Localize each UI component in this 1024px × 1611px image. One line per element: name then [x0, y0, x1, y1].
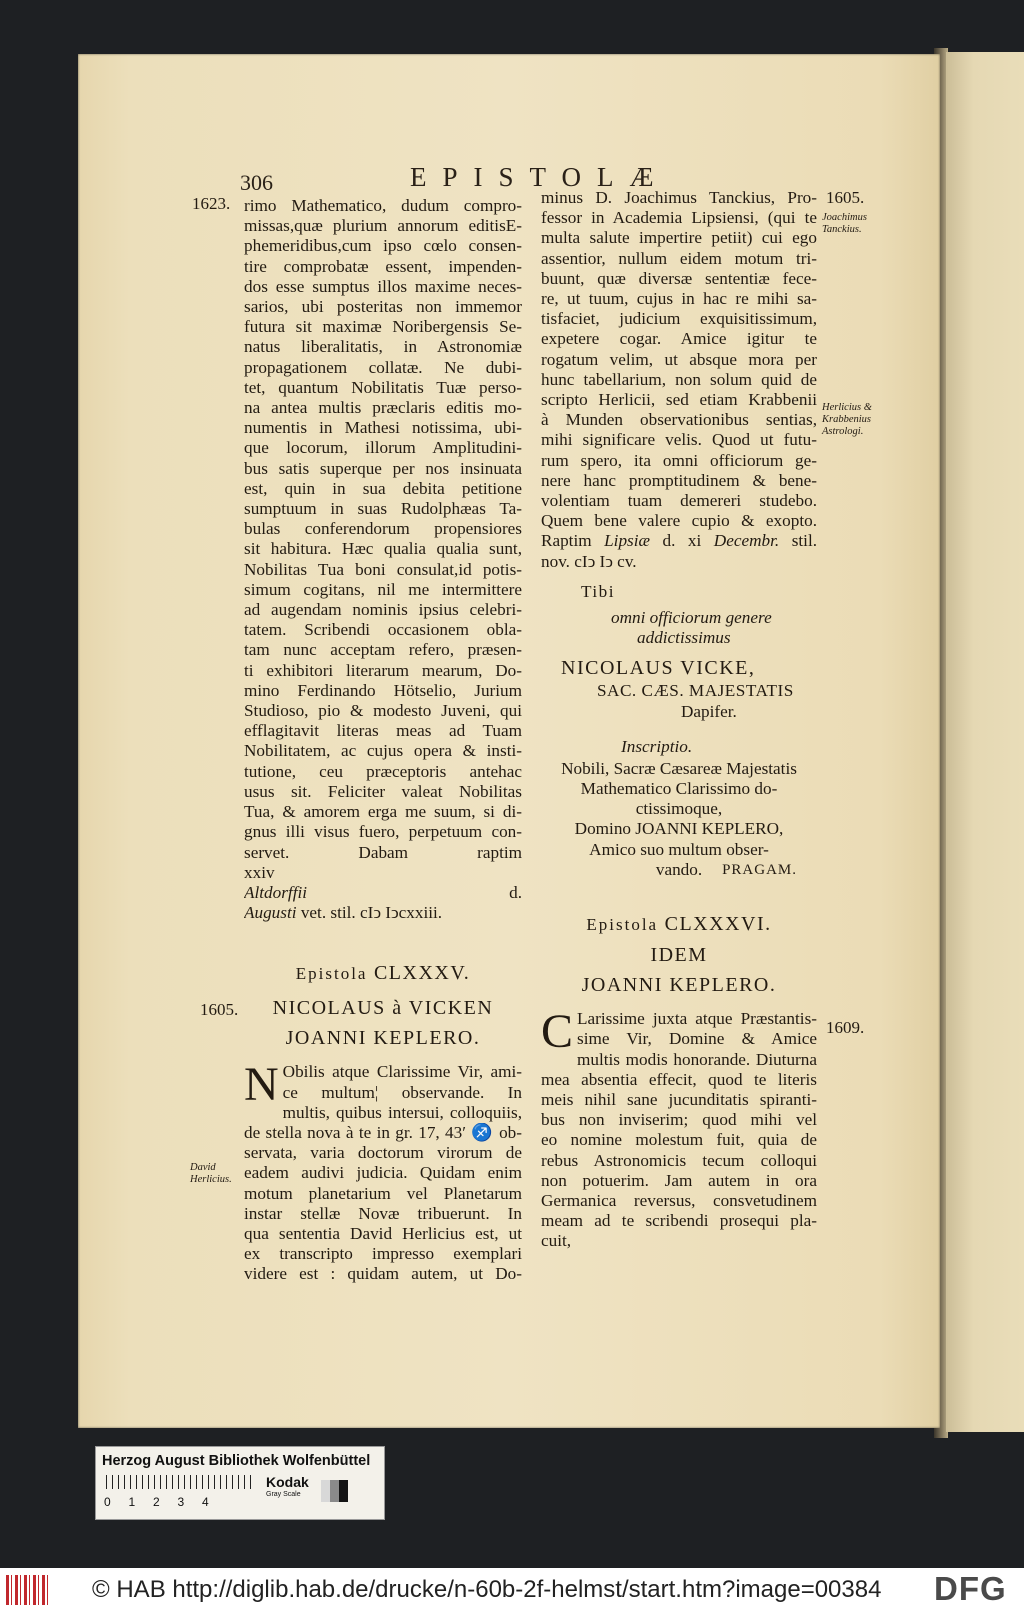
margin-year-left-top: 1623.: [192, 194, 231, 213]
text-line: tisfaciet, judicium exquisitissimum,: [541, 309, 817, 329]
dabam-place: Altdorffii: [244, 882, 308, 902]
pragam: PRAGAM.: [722, 862, 797, 879]
text-line: servet. Dabam raptim: [244, 842, 522, 862]
epistola-number: CLXXXV.: [373, 962, 471, 985]
text-line: dos esse sumptus illos maxime neces-: [244, 276, 522, 296]
text-line: buunt, quæ diversæ sententiæ fece-: [541, 268, 817, 288]
raptim-month: Decembr.: [713, 531, 780, 551]
text-line: que locorum, illorum Amplitudini-: [244, 438, 522, 458]
text-line: minus D. Joachimus Tanckius, Pro-: [541, 188, 817, 207]
text-line: ce multum¦ observande. In: [282, 1082, 522, 1102]
text-line: ti exhibitori literarum mearum, Do-: [244, 660, 522, 680]
text-line: videre est : quidam autem, ut Do-: [244, 1264, 522, 1284]
text-line: de stella nova à te in gr. 17, 43′ ♐ ob-: [244, 1122, 522, 1142]
ruler-number: 3: [177, 1495, 185, 1509]
letter-body-185: [244, 1058, 522, 1284]
gray-scale-label: Gray Scale: [266, 1491, 301, 1498]
text-line: Nobilitas Tua boni consulat,id potis-: [244, 559, 522, 579]
text-line: tatem. Scribendi occasionem obla-: [244, 620, 522, 640]
tibi: Tibi: [581, 581, 616, 601]
date-tail: vet. stil. cIↄ Iↄcxxiii.: [296, 903, 443, 923]
hab-barcode-icon: [6, 1575, 50, 1605]
text-line: expetere cogar. Amice igitur te: [541, 329, 817, 349]
ruler-number: 1: [128, 1495, 136, 1509]
text-line: re, ut tuum, cujus in hac re mihi sa-: [541, 289, 817, 309]
epistola-heading-186: [541, 910, 817, 939]
text-line: bus non inviserim; quod mihi vel: [541, 1110, 817, 1130]
running-title: EPISTOLÆ: [410, 162, 670, 192]
signature-title: SAC. CÆS. MAJESTATIS: [597, 681, 794, 701]
right-column: [541, 188, 817, 1252]
subscription-line-2: addictissimus: [637, 628, 731, 648]
margin-year-1609: 1609.: [826, 1018, 865, 1037]
dabam-line: [244, 883, 522, 903]
dropcap-c: C: [541, 1005, 574, 1059]
text-line: rum spero, ita omni officiorum ge-: [541, 450, 817, 470]
text-line: nere hanc promptitudinem & bene-: [541, 470, 817, 490]
text-line: Mathematico Clarissimo do-: [580, 779, 778, 799]
margin-note-david-herlicius: David Herlicius.: [190, 1162, 232, 1185]
text-line: qua sententia David Herlicius est, ut: [244, 1223, 522, 1243]
text-line: multa salute impertire petiit) cui ego: [541, 228, 817, 248]
text-line: Studioso, pio & modesto Juveni, qui: [244, 701, 522, 721]
text-line: meam ad te scribendi prosequi pla-: [541, 1211, 817, 1231]
text-line: Obilis atque Clarissime Vir, ami-: [282, 1062, 522, 1082]
ruler-number: 4: [202, 1495, 209, 1509]
text-line: multis, quibus intersui, colloquiis,: [282, 1102, 522, 1122]
text-line: rebus Astronomicis tecum colloqui: [541, 1150, 817, 1170]
text-line: natus liberalitatis, in Astronomiæ: [244, 337, 522, 357]
text-line: bus satis superque per nos insinuata: [244, 458, 522, 478]
epistola-label: Epistola: [586, 915, 659, 935]
text-line: Quem bene valere cupio & exopto.: [541, 511, 817, 531]
page-number: 306: [240, 170, 273, 195]
dropcap-n: N: [244, 1058, 279, 1112]
text-line: à Munden observationibus sentias,: [541, 410, 817, 430]
text-line: cuit,: [541, 1231, 572, 1251]
text-line: Nobili, Sacræ Cæsareæ Majestatis: [561, 758, 797, 778]
text-line: Domino JOANNI KEPLERO,: [574, 819, 784, 839]
text-line: multis modis honorande. Diuturna: [577, 1049, 817, 1069]
text-line: motum planetarium vel Planetarum: [244, 1183, 522, 1203]
text-line: sit habitura. Hæc qualia qualia sunt,: [244, 539, 522, 559]
ruler-ticks: [106, 1475, 256, 1489]
text-line: scripto Herlicii, sed etiam Krabbenii: [541, 390, 817, 410]
gray-swatch-dark: [339, 1480, 348, 1502]
text-line: mihi significare velis. Quod ut futu-: [541, 430, 817, 450]
signature-name: NICOLAUS VICKE,: [561, 657, 756, 680]
text-line: instar stellæ Novæ tribuerunt. In: [244, 1203, 522, 1223]
letter-body-text: [244, 1058, 522, 1284]
text-line: tire comprobatæ essent, impenden-: [244, 256, 522, 276]
text-line: sime Vir, Domine & Amice: [577, 1029, 817, 1049]
text-line: sumptuum in suas Rudolphæas Ta-: [244, 499, 522, 519]
raptim-word: Raptim: [541, 531, 592, 551]
text-line: rogatum velim, ut absque mora per: [541, 349, 817, 369]
text-line: volentiam tuam demereri studebo.: [541, 491, 817, 511]
raptim-line: [541, 531, 817, 551]
text-line: efflagitavit literas meas ad Tuam: [244, 721, 522, 741]
text-line: simum cogitans, nil me intermittere: [244, 579, 522, 599]
left-column: [244, 196, 522, 1285]
text-line: tet, quantum Nobilitatis Tuæ perso-: [244, 377, 522, 397]
margin-note-tanckius: Joachimus Tanckius.: [822, 212, 867, 235]
text-line: ad augendam nominis ipsius celebri-: [244, 600, 522, 620]
margin-year-1605: 1605.: [200, 1000, 239, 1019]
text-line: eadem audivi judicia. Quidam enim: [244, 1163, 522, 1183]
dabam-suffix: d.: [307, 882, 522, 902]
text-line: rimo Mathematico, dudum compro-: [244, 196, 522, 215]
text-line: usus sit. Feliciter valeat Nobilitas: [244, 781, 522, 801]
text-line: est, quin in sua debita petitione: [244, 478, 522, 498]
text-line: phemeridibus,cum ipso cœlo consen-: [244, 236, 522, 256]
signature-office: Dapifer.: [681, 702, 737, 722]
calibration-colorbar: [95, 1446, 385, 1520]
text-line: tam nunc acceptam refero, præsen-: [244, 640, 522, 660]
footer-bar: [0, 1568, 1024, 1611]
text-line: ex transcripto impresso exemplari: [244, 1244, 522, 1264]
letter-sender: IDEM: [650, 944, 708, 967]
gray-swatch-light: [321, 1480, 330, 1502]
raptim-stil: stil.: [791, 531, 817, 551]
text-line: fessor in Academia Lipsiensi, (qui te: [541, 208, 817, 228]
text-line: numentis in Mathesi notissima, ubi-: [244, 418, 522, 438]
date-month: Augusti: [244, 903, 297, 923]
text-line: xxiv: [244, 862, 275, 882]
subscription-line-1: omni officiorum genere: [611, 608, 772, 628]
right-column-text: [541, 188, 817, 531]
library-name: Herzog August Bibliothek Wolfenbüttel: [102, 1453, 371, 1469]
text-line: hunc tabellarium, non solum quid de: [541, 369, 817, 389]
epistola-number: CLXXXVI.: [664, 913, 772, 936]
margin-note-herlicius-krabbenius: Herlicius & Krabbenius Astrologi.: [822, 402, 872, 437]
raptim-day: d. xi: [662, 531, 702, 551]
text-line: mino Ferdinando Hötselio, Jurium: [244, 680, 522, 700]
text-line: tutione, ceu præceptoris antehac: [244, 761, 522, 781]
nov-line: nov. cIↄ Iↄ cv.: [541, 551, 637, 571]
margin-year-right-top: 1605.: [826, 188, 865, 207]
text-line: na antea multis præclaris editis mo-: [244, 398, 522, 418]
text-line: servata, varia doctorum virorum de: [244, 1143, 522, 1163]
epistola-label: Epistola: [295, 964, 368, 984]
text-line: Tua, & amorem erga me suum, si di-: [244, 802, 522, 822]
text-line: futura sit maximæ Noribergensis Se-: [244, 317, 522, 337]
epistola-heading-185: [244, 959, 522, 988]
text-line: meis nihil sane jucunditatis spiranti-: [541, 1089, 817, 1109]
letter-recipient: JOANNI KEPLERO.: [285, 1027, 481, 1050]
kodak-logo: Kodak: [266, 1474, 309, 1490]
text-line: assentior, nullum eidem motum tri-: [541, 248, 817, 268]
letter-body-text: [541, 1005, 817, 1251]
text-line: sarios, ubi posteritas non immemor: [244, 297, 522, 317]
facing-page-edge: [946, 52, 1024, 1432]
text-line: propagationem collatæ. Ne dubi-: [244, 357, 522, 377]
text-line: Germanica reversus, consvetudinem: [541, 1190, 817, 1210]
gray-swatch-mid: [330, 1480, 339, 1502]
text-line: Nobilitatem, ac cujus opera & insti-: [244, 741, 522, 761]
dfg-logo: DFG: [934, 1570, 1007, 1607]
letter-sender: NICOLAUS à VICKEN: [272, 997, 494, 1020]
raptim-place: Lipsiæ: [604, 531, 650, 551]
text-line: bulas conferendorum propensiores: [244, 519, 522, 539]
text-line: non potuerim. Jam autem in ora: [541, 1170, 817, 1190]
left-column-text: [244, 196, 522, 883]
text-line: missas,quæ plurium annorum editisE-: [244, 216, 522, 236]
text-line: Larissime juxta atque Præstantis-: [577, 1009, 817, 1029]
text-line: mea absentia effecit, quod te literis: [541, 1069, 817, 1089]
date-line: [244, 903, 522, 923]
ruler-number: 2: [153, 1495, 160, 1509]
text-line: eo nomine molestum fuit, quia de: [541, 1130, 817, 1150]
text-line: vando.: [655, 859, 703, 879]
inscriptio-label: Inscriptio.: [621, 736, 693, 756]
text-line: Amico suo multum obser-: [589, 839, 769, 859]
text-line: gnus illi visus fuero, perpetuum con-: [244, 822, 522, 842]
letter-recipient: JOANNI KEPLERO.: [581, 974, 777, 997]
letter-body-186: [541, 1005, 817, 1251]
text-line: ctissimoque,: [635, 799, 723, 819]
ruler-numbers: [104, 1495, 227, 1509]
ruler-number: 0: [104, 1495, 111, 1509]
source-url[interactable]: © HAB http://diglib.hab.de/drucke/n-60b-2f-helmst/start.htm?image=00384: [92, 1576, 882, 1603]
